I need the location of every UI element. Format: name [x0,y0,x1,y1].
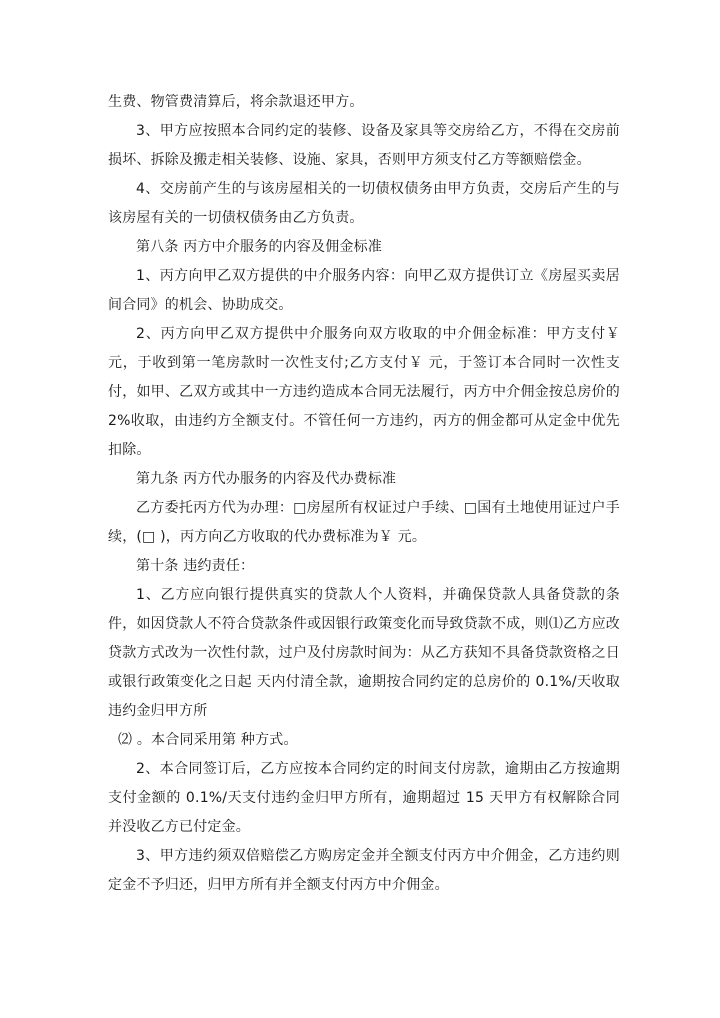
section-heading: 第八条 丙方中介服务的内容及佣金标准 [136,239,383,255]
paragraph: 3、甲方违约须双倍赔偿乙方购房定金并全额支付丙方中介佣金，乙方违约则定金不予归还，归甲方所有并全额支付丙方中介佣金。 [108,848,620,893]
paragraph: 1、丙方向甲乙双方提供的中介服务内容：向甲乙双方提供订立《房屋买卖居间合同》的机会、协助成交。 [108,268,620,313]
paragraph: 1、乙方应向银行提供真实的贷款人个人资料，并确保贷款人具备贷款的条件，如因贷款人不符合贷款条件或因银行政策变化而导致贷款不成，则⑴乙方应改贷款方式改为一次性付款，过户及付房款时间为：从乙方获知不具备贷款资格之日或银行政策变化之日起 天内付清全款，逾期按合同约定的总房价的 0.1%/天收取违约金归甲方所 [108,587,620,719]
paragraph: 乙方委托丙方代为办理：□房屋所有权证过户手续、□国有土地使用证过户手续，(□ )，丙方向乙方收取的代办费标准为￥ 元。 [108,500,620,545]
paragraph: 2、本合同签订后，乙方应按本合同约定的时间支付房款，逾期由乙方按逾期支付金额的 0.1%/天支付违约金归甲方所有，逾期超过 15 天甲方有权解除合同并没收乙方已付定金。 [108,761,620,835]
paragraph: ⑵ 。本合同采用第 种方式。 [118,732,298,748]
paragraph: 2、丙方向甲乙双方提供中介服务向双方收取的中介佣金标准：甲方支付￥ 元，于收到第一笔房款时一次性支付;乙方支付￥ 元，于签订本合同时一次性支付，如甲、乙双方或其中一方违约造成本合同无法履行，丙方中介佣金按总房价的 2%收取，由违约方全额支付。不管任何一方违约，丙方的佣金都可从定金中优先扣除。 [108,326,620,458]
section-heading: 第十条 违约责任： [136,558,255,574]
paragraph: 4、交房前产生的与该房屋相关的一切债权债务由甲方负责，交房后产生的与该房屋有关的一切债权债务由乙方负责。 [108,181,620,226]
paragraph: 3、甲方应按照本合同约定的装修、设备及家具等交房给乙方，不得在交房前损坏、拆除及搬走相关装修、设施、家具，否则甲方须支付乙方等额赔偿金。 [108,123,620,168]
paragraph: 生费、物管费清算后，将余款退还甲方。 [108,94,364,110]
document-body [108,88,620,900]
section-heading: 第九条 丙方代办服务的内容及代办费标准 [136,471,397,487]
